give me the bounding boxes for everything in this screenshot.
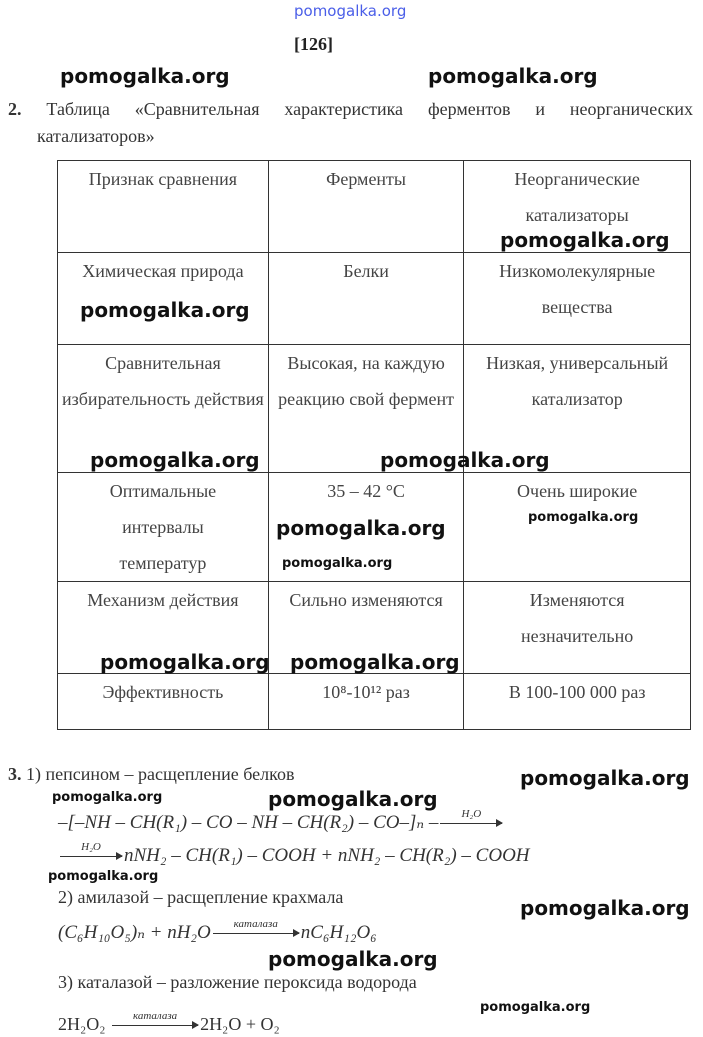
watermark: pomogalka.org (268, 787, 438, 811)
equation-3: 2H₂O₂ каталаза 2H₂O + O₂ (58, 1010, 280, 1034)
table-cell: 10⁸-10¹² раз (268, 674, 463, 730)
task3-item2: 2) амилазой – расщепление крахмала (58, 887, 344, 907)
table-cell: Изменяются незначительно (464, 582, 691, 674)
watermark: pomogalka.org (380, 448, 550, 472)
table-cell: Очень широкие (464, 473, 691, 582)
table-cell: Химическая природа (58, 253, 269, 345)
table-cell: Высокая, на каждую реакцию свой фермент (268, 345, 463, 473)
table-cell: Эффективность (58, 674, 269, 730)
watermark: pomogalka.org (428, 64, 598, 88)
table-cell: Оптимальные интервалы температур (58, 473, 269, 582)
task3-item1: 3. 1) пепсином – расщепление белков (8, 764, 295, 784)
task2-title: 2. Таблица «Сравнительная характеристика ферментов и неорганических (8, 99, 693, 119)
watermark: pomogalka.org (90, 448, 260, 472)
task2-title-line2: катализаторов» (37, 126, 155, 146)
watermark: pomogalka.org (60, 64, 230, 88)
header-cell: Неорганические катализаторы (464, 161, 691, 253)
reaction-arrow: H₂O (60, 856, 122, 857)
table-cell: Сравнительная избирательность действия (58, 345, 269, 473)
table-cell: Белки (268, 253, 463, 345)
watermark: pomogalka.org (48, 869, 159, 884)
equation-2: (C₆H₁₀O₅)ₙ + nH₂O каталаза nC₆H₁₂O₆ (58, 918, 377, 943)
task3-item3: 3) каталазой – разложение пероксида водорода (58, 972, 417, 992)
watermark: pomogalka.org (100, 650, 270, 674)
table-cell: В 100-100 000 раз (464, 674, 691, 730)
table-row (58, 674, 691, 730)
watermark: pomogalka.org (52, 790, 163, 805)
equation-1a: –[–NH – CH(R₁) – CO – NH – CH(R₂) – CO–]ₙ – H₂O (58, 811, 504, 834)
watermark: pomogalka.org (520, 896, 690, 920)
table-cell: 35 – 42 °C (268, 473, 463, 582)
equation-1b: H₂O nNH₂ – CH(R₁) – COOH + nNH₂ – CH(R₂) – COOH (58, 845, 530, 867)
watermark: pomogalka.org (520, 766, 690, 790)
watermark: pomogalka.org (480, 1000, 591, 1015)
table-cell: Механизм действия (58, 582, 269, 674)
table-cell: Низкая, универсальный катализатор (464, 345, 691, 473)
watermark: pomogalka.org (282, 556, 393, 571)
header-cell: Ферменты (268, 161, 463, 253)
table-cell: Сильно изменяются (268, 582, 463, 674)
table-cell: Низкомолекулярные вещества (464, 253, 691, 345)
reaction-arrow: H₂O (440, 823, 502, 824)
watermark: pomogalka.org (276, 516, 446, 540)
watermark: pomogalka.org (528, 510, 639, 525)
page-number: [126] (294, 34, 333, 54)
site-watermark-top: pomogalka.org (294, 2, 407, 20)
watermark: pomogalka.org (290, 650, 460, 674)
watermark: pomogalka.org (268, 947, 438, 971)
reaction-arrow: каталаза (112, 1025, 198, 1026)
header-cell: Признак сравнения (58, 161, 269, 253)
watermark: pomogalka.org (500, 228, 670, 252)
reaction-arrow: каталаза (213, 933, 299, 934)
watermark: pomogalka.org (80, 298, 250, 322)
